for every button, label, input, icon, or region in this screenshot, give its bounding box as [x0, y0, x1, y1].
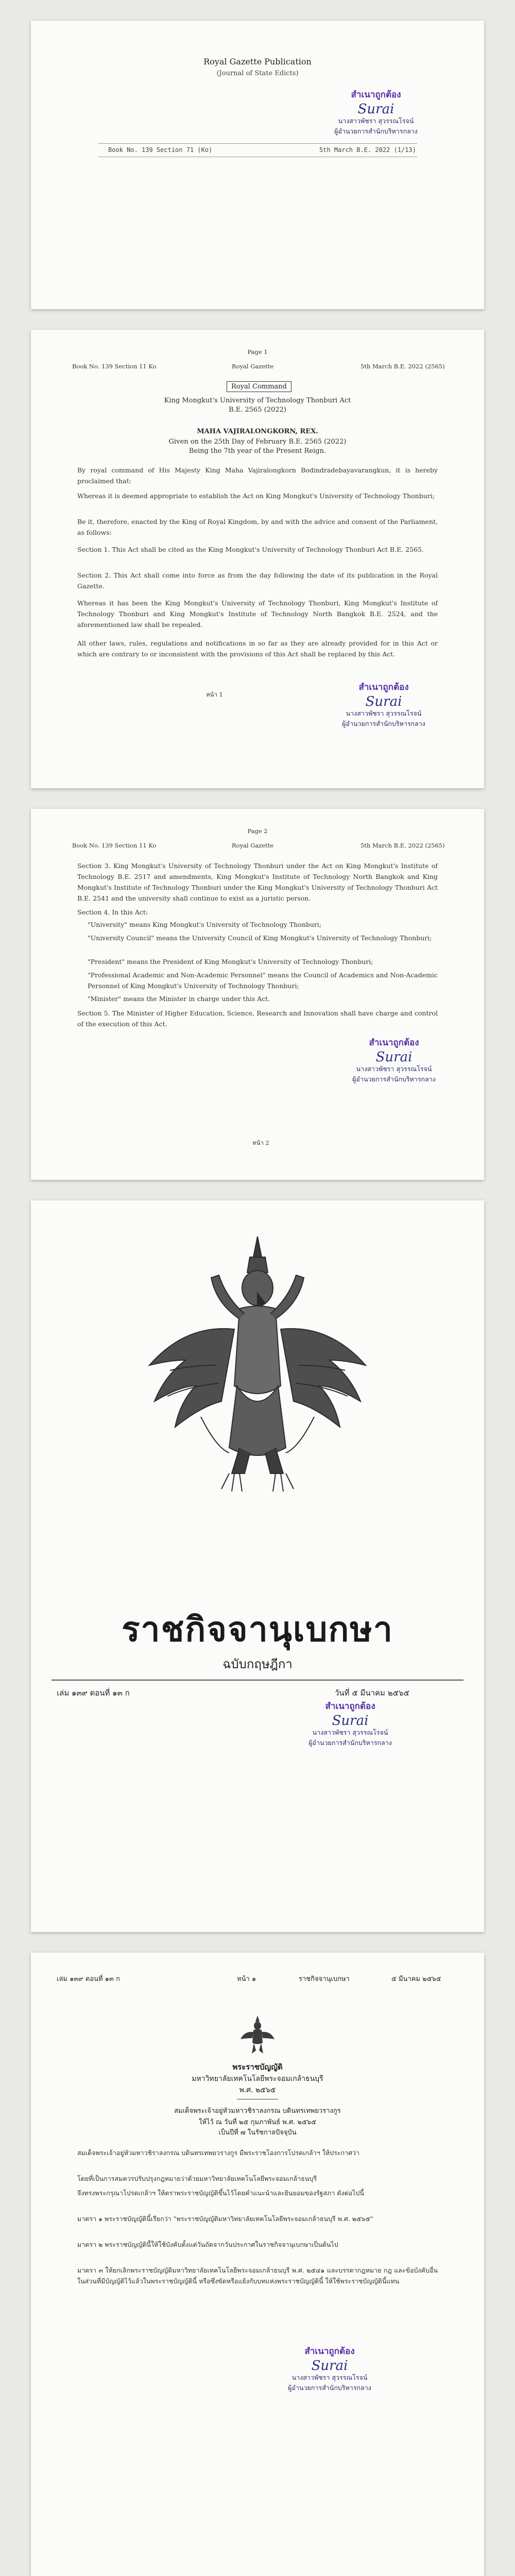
certification-block — [309, 680, 458, 729]
signature: Surai — [311, 2358, 348, 2374]
gazette-subheader: (Journal of State Edicts) — [216, 70, 299, 77]
certifier-name: นางสาวพัชรา สุวรรณโรจน์ — [338, 117, 414, 125]
section-4: Section 4. In this Act: — [77, 908, 148, 916]
certification-block — [252, 2344, 407, 2393]
section-2: มาตรา ๒ พระราชบัญญัตินี้ให้ใช้บังคับตั้งแต่วันถัดจากวันประกาศในราชกิจจานุเบกษาเป็นต้นไป — [77, 2241, 338, 2248]
act-year: B.E. 2565 (2022) — [229, 406, 286, 414]
certifier-name: นางสาวพัชรา สุวรรณโรจน์ — [346, 709, 422, 717]
certifier-role: ผู้อำนวยการสำนักบริหารกลาง — [288, 2384, 371, 2392]
stamp-divider-top — [98, 143, 417, 144]
book-reference: Book No. 139 Section 11 Ko — [72, 363, 157, 370]
whereas-paragraph: โดยที่เป็นการสมควรปรับปรุงกฎหมายว่าด้วยมหาวิทยาลัยเทคโนโลยีพระจอมเกล้าธนบุรี — [77, 2175, 317, 2182]
signature: Surai — [332, 1713, 369, 1728]
definition-council: "University Council" means the University Council of King Mongkut's University of Technology Thonburi; — [88, 934, 432, 942]
section-3: Section 3. King Mongkut's University of Technology Thonburi under the Act on King Mongkut's Institute of Technology B.E. 2517 and amendments, King Mongkut's Institute of Technology North Bangkok and King Mongkut's Institute of Technology Thonburi under the King Mongkut's University of Technology Thonburi Act B.E. 2541 and the university shall continue to exist as a juristic person. — [77, 862, 438, 902]
royal-command-badge: Royal Command — [227, 381, 291, 392]
title-rule — [52, 1680, 464, 1681]
king-name: MAHA VAJIRALONGKORN, REX. — [197, 428, 318, 435]
signature: Surai — [375, 1049, 413, 1065]
reign-year: Being the 7th year of the Present Reign. — [188, 447, 327, 455]
proclamation-paragraph: สมเด็จพระเจ้าอยู่หัวมหาวชิราลงกรณ บดินทรเทพยวรางกูร มีพระราชโองการโปรดเกล้าฯ ให้ประกาศว่า — [77, 2149, 360, 2157]
volume-number: เล่ม ๑๓๙ ตอนที่ ๑๓ ก — [57, 1688, 130, 1698]
certified-copy-label: สำเนาถูกต้อง — [325, 1701, 375, 1711]
definition-minister: "Minister" means the Minister in charge under this Act. — [88, 995, 270, 1003]
definition-university: "University" means King Mongkut's University of Technology Thonburi; — [88, 921, 322, 928]
section-1: มาตรา ๑ พระราชบัญญัตินี้เรียกว่า "พระราชบัญญัติมหาวิทยาลัยเทคโนโลยีพระจอมเกล้าธนบุรี พ.ศ. ๒๕๖๕" — [77, 2215, 373, 2223]
king-name: สมเด็จพระเจ้าอยู่หัวมหาวชิราลงกรณ บดินทรเทพยวรางกูร — [174, 2107, 341, 2115]
given-date: Given on the 25th Day of February B.E. 2565 (2022) — [168, 438, 347, 446]
given-date: ให้ไว้ ณ วันที่ ๒๕ กุมภาพันธ์ พ.ศ. ๒๕๖๕ — [198, 2119, 317, 2126]
act-name: มหาวิทยาลัยเทคโนโลยีพระจอมเกล้าธนบุรี — [192, 2075, 323, 2083]
definition-president: "President" means the President of King Mongkut's University of Technology Thonburi; — [88, 958, 373, 965]
page-number: Page 2 — [247, 827, 268, 835]
page-footer: หน้า 2 — [252, 1139, 269, 1146]
section-3: มาตรา ๓ ให้ยกเลิกพระราชบัญญัติมหาวิทยาลัยเทคโนโลยีพระจอมเกล้าธนบุรี พ.ศ. ๒๕๔๑ และบรรดากฎหมาย กฎ และข้อบังคับอื่นในส่วนที่มีบัญญัติไว้แล้วในพระราชบัญญัตินี้ หรือซึ่งขัดหรือแย้งกับบทแห่งพระราชบัญญัตินี้ ให้ใช้พระราชบัญญัตินี้แทน — [77, 2266, 438, 2285]
section-5: Section 5. The Minister of Higher Education, Science, Research and Innovation shall have charge and control of the execution of this Act. — [77, 1009, 438, 1028]
certification-block — [319, 1036, 469, 1084]
definition-personnel: "Professional Academic and Non-Academic Personnel" means the Council of Academics and Non-Academic Personnel of King Mongkut's University of Technology Thonburi; — [88, 971, 438, 990]
whereas-paragraph: Whereas it is deemed appropriate to establish the Act on King Mongkut's University of Technology Thonburi; — [77, 492, 435, 500]
replacement-paragraph: All other laws, rules, regulations and notifications in so far as they are already provided for in this Act or which are contrary to or inconsistent with the provisions of this Act shall be replaced by this Act. — [77, 639, 438, 658]
certifier-role: ผู้อำนวยการสำนักบริหารกลาง — [352, 1075, 436, 1083]
act-year: พ.ศ. ๒๕๖๕ — [239, 2086, 276, 2094]
section-1: Section 1. This Act shall be cited as the King Mongkut's University of Technology Thonburi Act B.E. 2565. — [77, 546, 424, 553]
proclamation-paragraph: By royal command of His Majesty King Maha Vajiralongkorn Bodindradebayavarangkun, it is hereby proclaimed that: — [77, 466, 438, 485]
stamp-left: Book No. 139 Section 71 (Ko) — [108, 146, 213, 154]
signature: Surai — [365, 694, 402, 709]
certified-copy-label: สำเนาถูกต้อง — [358, 682, 409, 692]
page-footer: หน้า 1 — [206, 691, 223, 698]
small-garuda-emblem — [239, 2014, 276, 2056]
act-title: King Mongkut's University of Technology Thonburi Act — [164, 397, 351, 404]
document-page-5 — [31, 1953, 484, 2576]
document-page-4 — [31, 1200, 484, 1932]
document-page-2 — [31, 330, 484, 788]
enactment-paragraph: Be it, therefore, enacted by the King of Royal Kingdom, by and with the advice and consent of the Parliament, as follows: — [77, 518, 438, 536]
book-reference: Book No. 139 Section 11 Ko — [72, 842, 157, 849]
certified-copy-label: สำเนาถูกต้อง — [369, 1038, 419, 1048]
publication-name: Royal Gazette — [232, 842, 274, 849]
certifier-name: นางสาวพัชรา สุวรรณโรจน์ — [312, 1728, 388, 1736]
gazette-header: Royal Gazette Publication — [203, 57, 312, 66]
document-page-1 — [31, 21, 484, 309]
page-number: หน้า ๑ — [237, 1975, 256, 1983]
publication-date: 5th March B.E. 2022 (2565) — [360, 363, 445, 370]
certifier-name: นางสาวพัชรา สุวรรณโรจน์ — [356, 1065, 432, 1073]
issue-date: วันที่ ๕ มีนาคม ๒๕๖๕ — [335, 1688, 409, 1698]
certified-copy-label: สำเนาถูกต้อง — [304, 2346, 355, 2357]
publication-date: 5th March B.E. 2022 (2565) — [360, 842, 445, 849]
reign-year: เป็นปีที่ ๗ ในรัชกาลปัจจุบัน — [218, 2129, 297, 2137]
gazette-name: ราชกิจจานุเบกษา — [299, 1975, 350, 1983]
publication-name: Royal Gazette — [232, 363, 274, 370]
certifier-role: ผู้อำนวยการสำนักบริหารกลาง — [334, 127, 418, 135]
enactment-paragraph: จึงทรงพระกรุณาโปรดเกล้าฯ ให้ตราพระราชบัญญัติขึ้นไว้โดยคำแนะนำและยินยอมของรัฐสภา ดังต่อไปนี้ — [77, 2189, 364, 2197]
volume-reference: เล่ม ๑๓๙ ตอนที่ ๑๓ ก — [57, 1975, 120, 1983]
stamp-right: 5th March B.E. 2022 (1/13) — [319, 146, 416, 154]
act-heading: พระราชบัญญัติ — [232, 2062, 283, 2072]
signature: Surai — [357, 101, 394, 117]
gazette-edition: ฉบับกฤษฎีกา — [222, 1657, 293, 1671]
certifier-role: ผู้อำนวยการสำนักบริหารกลาง — [308, 1739, 392, 1747]
gazette-title: ราชกิจจานุเบกษา — [122, 1609, 393, 1649]
certifier-name: นางสาวพัชรา สุวรรณโรจน์ — [291, 2374, 368, 2381]
document-page-3 — [31, 809, 484, 1180]
repeal-paragraph: Whereas it has been the King Mongkut's University of Technology Thonburi, King Mongkut's Institute of Technology Thonburi and King Mongkut's Institute of Technology North Bangkok B.E. 2524, and the aforementioned law shall be repealed. — [77, 599, 438, 629]
certification-block — [299, 88, 453, 137]
certifier-role: ผู้อำนวยการสำนักบริหารกลาง — [342, 720, 425, 727]
certification-block — [273, 1699, 427, 1748]
page-number: Page 1 — [247, 348, 268, 355]
garuda-emblem — [139, 1231, 376, 1510]
issue-date: ๕ มีนาคม ๒๕๖๕ — [391, 1975, 441, 1983]
certified-copy-label: สำเนาถูกต้อง — [351, 90, 401, 100]
section-2: Section 2. This Act shall come into force as from the day following the date of its publication in the Royal Gazette. — [77, 571, 438, 590]
